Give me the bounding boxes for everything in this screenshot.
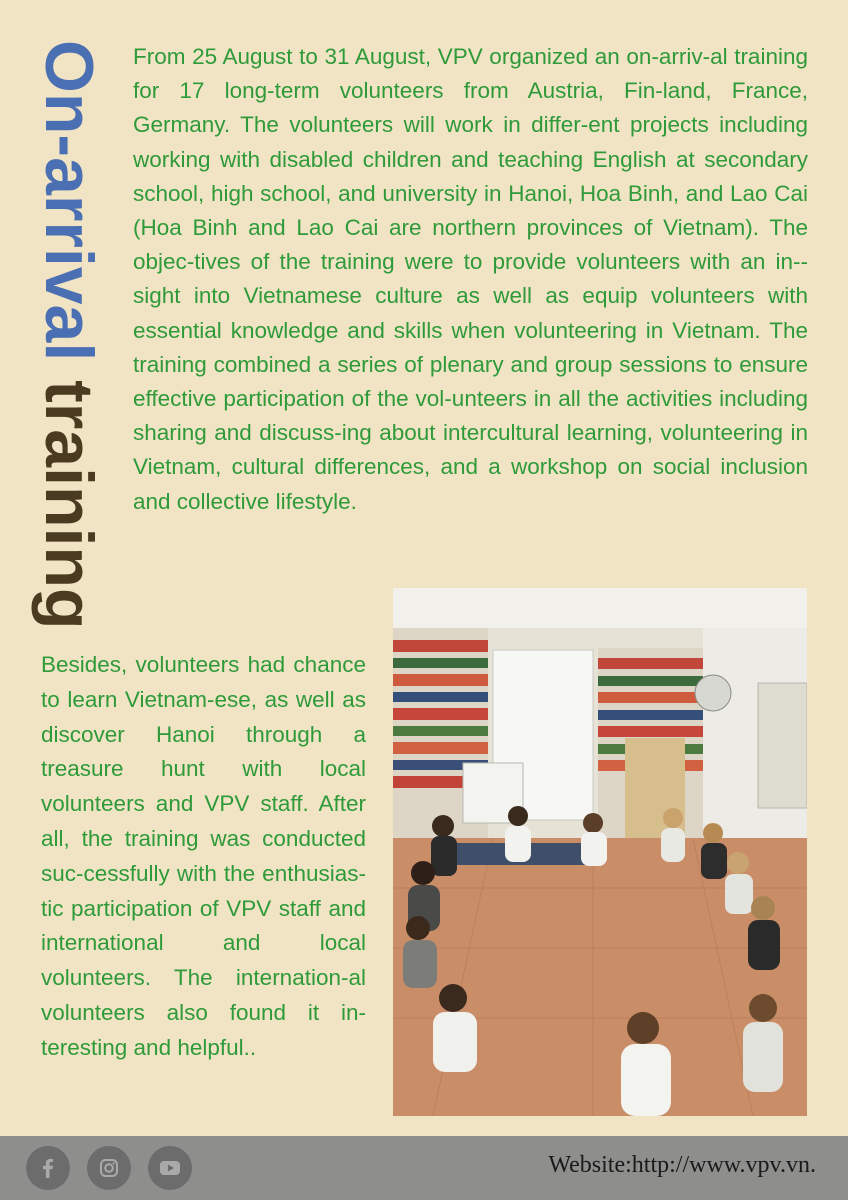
instagram-glyph [98,1157,120,1179]
facebook-icon[interactable] [26,1146,70,1190]
youtube-icon[interactable] [148,1146,192,1190]
website-link[interactable]: Website:http://www.vpv.vn. [548,1152,816,1178]
training-photo-illustration [393,588,807,1116]
training-photo [393,588,807,1116]
page-title [28,40,110,630]
instagram-icon[interactable] [87,1146,131,1190]
intro-paragraph: From 25 August to 31 August, VPV organized an on-arriv-al training for 17 long-term volunteers from Austria, Fin-land, France, Germany. The volunteers will work in differ-ent projects including working with disabled children and teaching English at secondary school, high school, and university in Hanoi, Hoa Binh, and Lao Cai (Hoa Binh and Lao Cai are northern provinces of Vietnam). The objec-tives of the training were to provide volunteers with an in-sight into Vietnamese culture as well as equip volunteers with essential knowledge and skills when volunteering in Vietnam. The training combined a series of plenary and group sessions to ensure effective participation of the vol-unteers in all the activities including sharing and discuss-ing about intercultural learning, volunteering in Vietnam, cultural differences, and a workshop on social inclusion and collective lifestyle. [133,44,808,514]
title-part-training: training [31,380,107,630]
facebook-glyph [37,1157,59,1179]
footer-bar [0,1136,848,1200]
side-paragraph: Besides, volunteers had chance to learn Vietnam-ese, as well as discover Hanoi through a treasure hunt with local volunteers and VPV staff. After all, the training was conducted suc-cessfully with the enthusias-tic participation of VPV staff and international and local volunteers. The internation-al volunteers also found it in-teresting and helpful.. [41,652,366,1060]
youtube-glyph [158,1157,182,1179]
title-part-on-arrival: On-arrival [31,40,107,362]
